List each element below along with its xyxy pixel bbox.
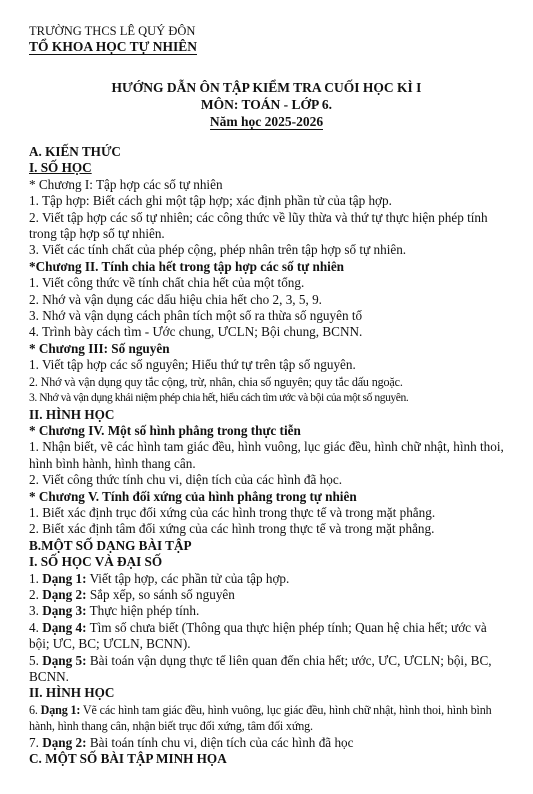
section-b-heading: B.MỘT SỐ DẠNG BÀI TẬP	[29, 537, 192, 553]
list-item: 5. Dạng 5: Bài toán vận dụng thực tế liên quan đến chia hết; ước, ƯC, ƯCLN; bội, BC, BCNN.	[29, 652, 492, 684]
list-item: 3. Viết các tính chất của phép cộng, phép nhân trên tập hợp số tự nhiên.	[29, 242, 407, 258]
list-item: 2. Biết xác định tâm đối xứng của các hình trong thực tế và trong mặt phẳng.	[29, 521, 435, 537]
list-item: 1. Nhận biết, vẽ các hình tam giác đều, hình vuông, lục giác đều, hình chữ nhật, hình thoi, hình bình hành, hình thang cân.	[29, 439, 504, 471]
list-item: 3. Nhớ và vận dụng cách phân tích một số ra thừa số nguyên tố	[29, 308, 363, 324]
chapter-heading: *Chương II. Tính chia hết trong tập hợp các số tự nhiên	[29, 258, 345, 274]
list-item: 3. Dạng 3: Thực hiện phép tính.	[29, 603, 200, 619]
section-a-part2-heading: II. HÌNH HỌC	[29, 406, 115, 422]
list-item: 1. Dạng 1: Viết tập hợp, các phần tử của tập hợp.	[29, 570, 290, 586]
section-b-part1-heading: I. SỐ HỌC VÀ ĐẠI SỐ	[29, 554, 163, 570]
list-item: 6. Dạng 1: Vẽ các hình tam giác đều, hình vuông, lục giác đều, hình chữ nhật, hình thoi, hình bình hành, hình thang cân, nhận biết trục đối xứng, tâm đối xứng.	[29, 702, 492, 734]
list-item: 2. Viết công thức tính chu vi, diện tích của các hình đã học.	[29, 472, 342, 488]
doc-subject: MÔN: TOÁN - LỚP 6.	[200, 97, 333, 112]
list-item: 1. Viết công thức về tính chất chia hết của một tổng.	[29, 275, 305, 291]
list-item: 2. Nhớ và vận dụng các dấu hiệu chia hết cho 2, 3, 5, 9.	[29, 291, 322, 307]
list-item: 7. Dạng 2: Bài toán tính chu vi, diện tích của các hình đã học	[29, 734, 354, 750]
list-item: 2. Dạng 2: Sắp xếp, so sánh số nguyên	[29, 586, 235, 602]
list-item: 2. Viết tập hợp các số tự nhiên; các công thức về lũy thừa và thứ tự thực hiện phép tính trong tập hợp số tự nhiên.	[29, 209, 488, 242]
section-c-heading: C. MỘT SỐ BÀI TẬP MINH HỌA	[29, 751, 227, 767]
section-a-part1-heading: I. SỐ HỌC	[29, 160, 92, 176]
section-b-part2-heading: II. HÌNH HỌC	[29, 685, 115, 701]
chapter-heading: * Chương I: Tập hợp các số tự nhiên	[29, 176, 223, 192]
list-item: 1. Biết xác định trục đối xứng của các hình trong thực tế và trong mặt phẳng.	[29, 504, 436, 520]
list-item: 1. Tập hợp: Biết cách ghi một tập hợp; xác định phần tử của tập hợp.	[29, 193, 392, 209]
section-a-heading: A. KIẾN THỨC	[29, 144, 121, 159]
list-item: 4. Dạng 4: Tìm số chưa biết (Thông qua thực hiện phép tính; Quan hệ chia hết; ước và bội; ƯC, BC; ƯCLN, BCNN).	[29, 619, 487, 652]
list-item: 1. Viết tập hợp các số nguyên; Hiểu thứ tự trên tập số nguyên.	[29, 357, 356, 373]
chapter-heading: * Chương IV. Một số hình phẳng trong thực tiễn	[29, 422, 301, 438]
chapter-heading: * Chương V. Tính đối xứng của hình phẳng trong tự nhiên	[29, 488, 357, 504]
doc-title: HƯỚNG DẪN ÔN TẬP KIỂM TRA CUỐI HỌC KÌ I	[111, 80, 422, 95]
doc-year: Năm học 2025-2026	[209, 114, 324, 129]
list-item: 3. Nhớ và vận dụng khái niệm phép chia hết, hiểu cách tìm ước và bội của một số nguyên.	[29, 391, 409, 405]
document-body	[29, 144, 509, 767]
school-name: TRƯỜNG THCS LÊ QUÝ ĐÔN	[29, 24, 196, 38]
department-name: TỔ KHOA HỌC TỰ NHIÊN	[29, 39, 198, 54]
list-item: 2. Nhớ và vận dụng quy tắc cộng, trừ, nhân, chia số nguyên; quy tắc dấu ngoặc.	[29, 374, 403, 389]
list-item: 4. Trình bày cách tìm - Ước chung, ƯCLN; Bội chung, BCNN.	[29, 324, 363, 340]
chapter-heading: * Chương III: Số nguyên	[29, 340, 170, 356]
